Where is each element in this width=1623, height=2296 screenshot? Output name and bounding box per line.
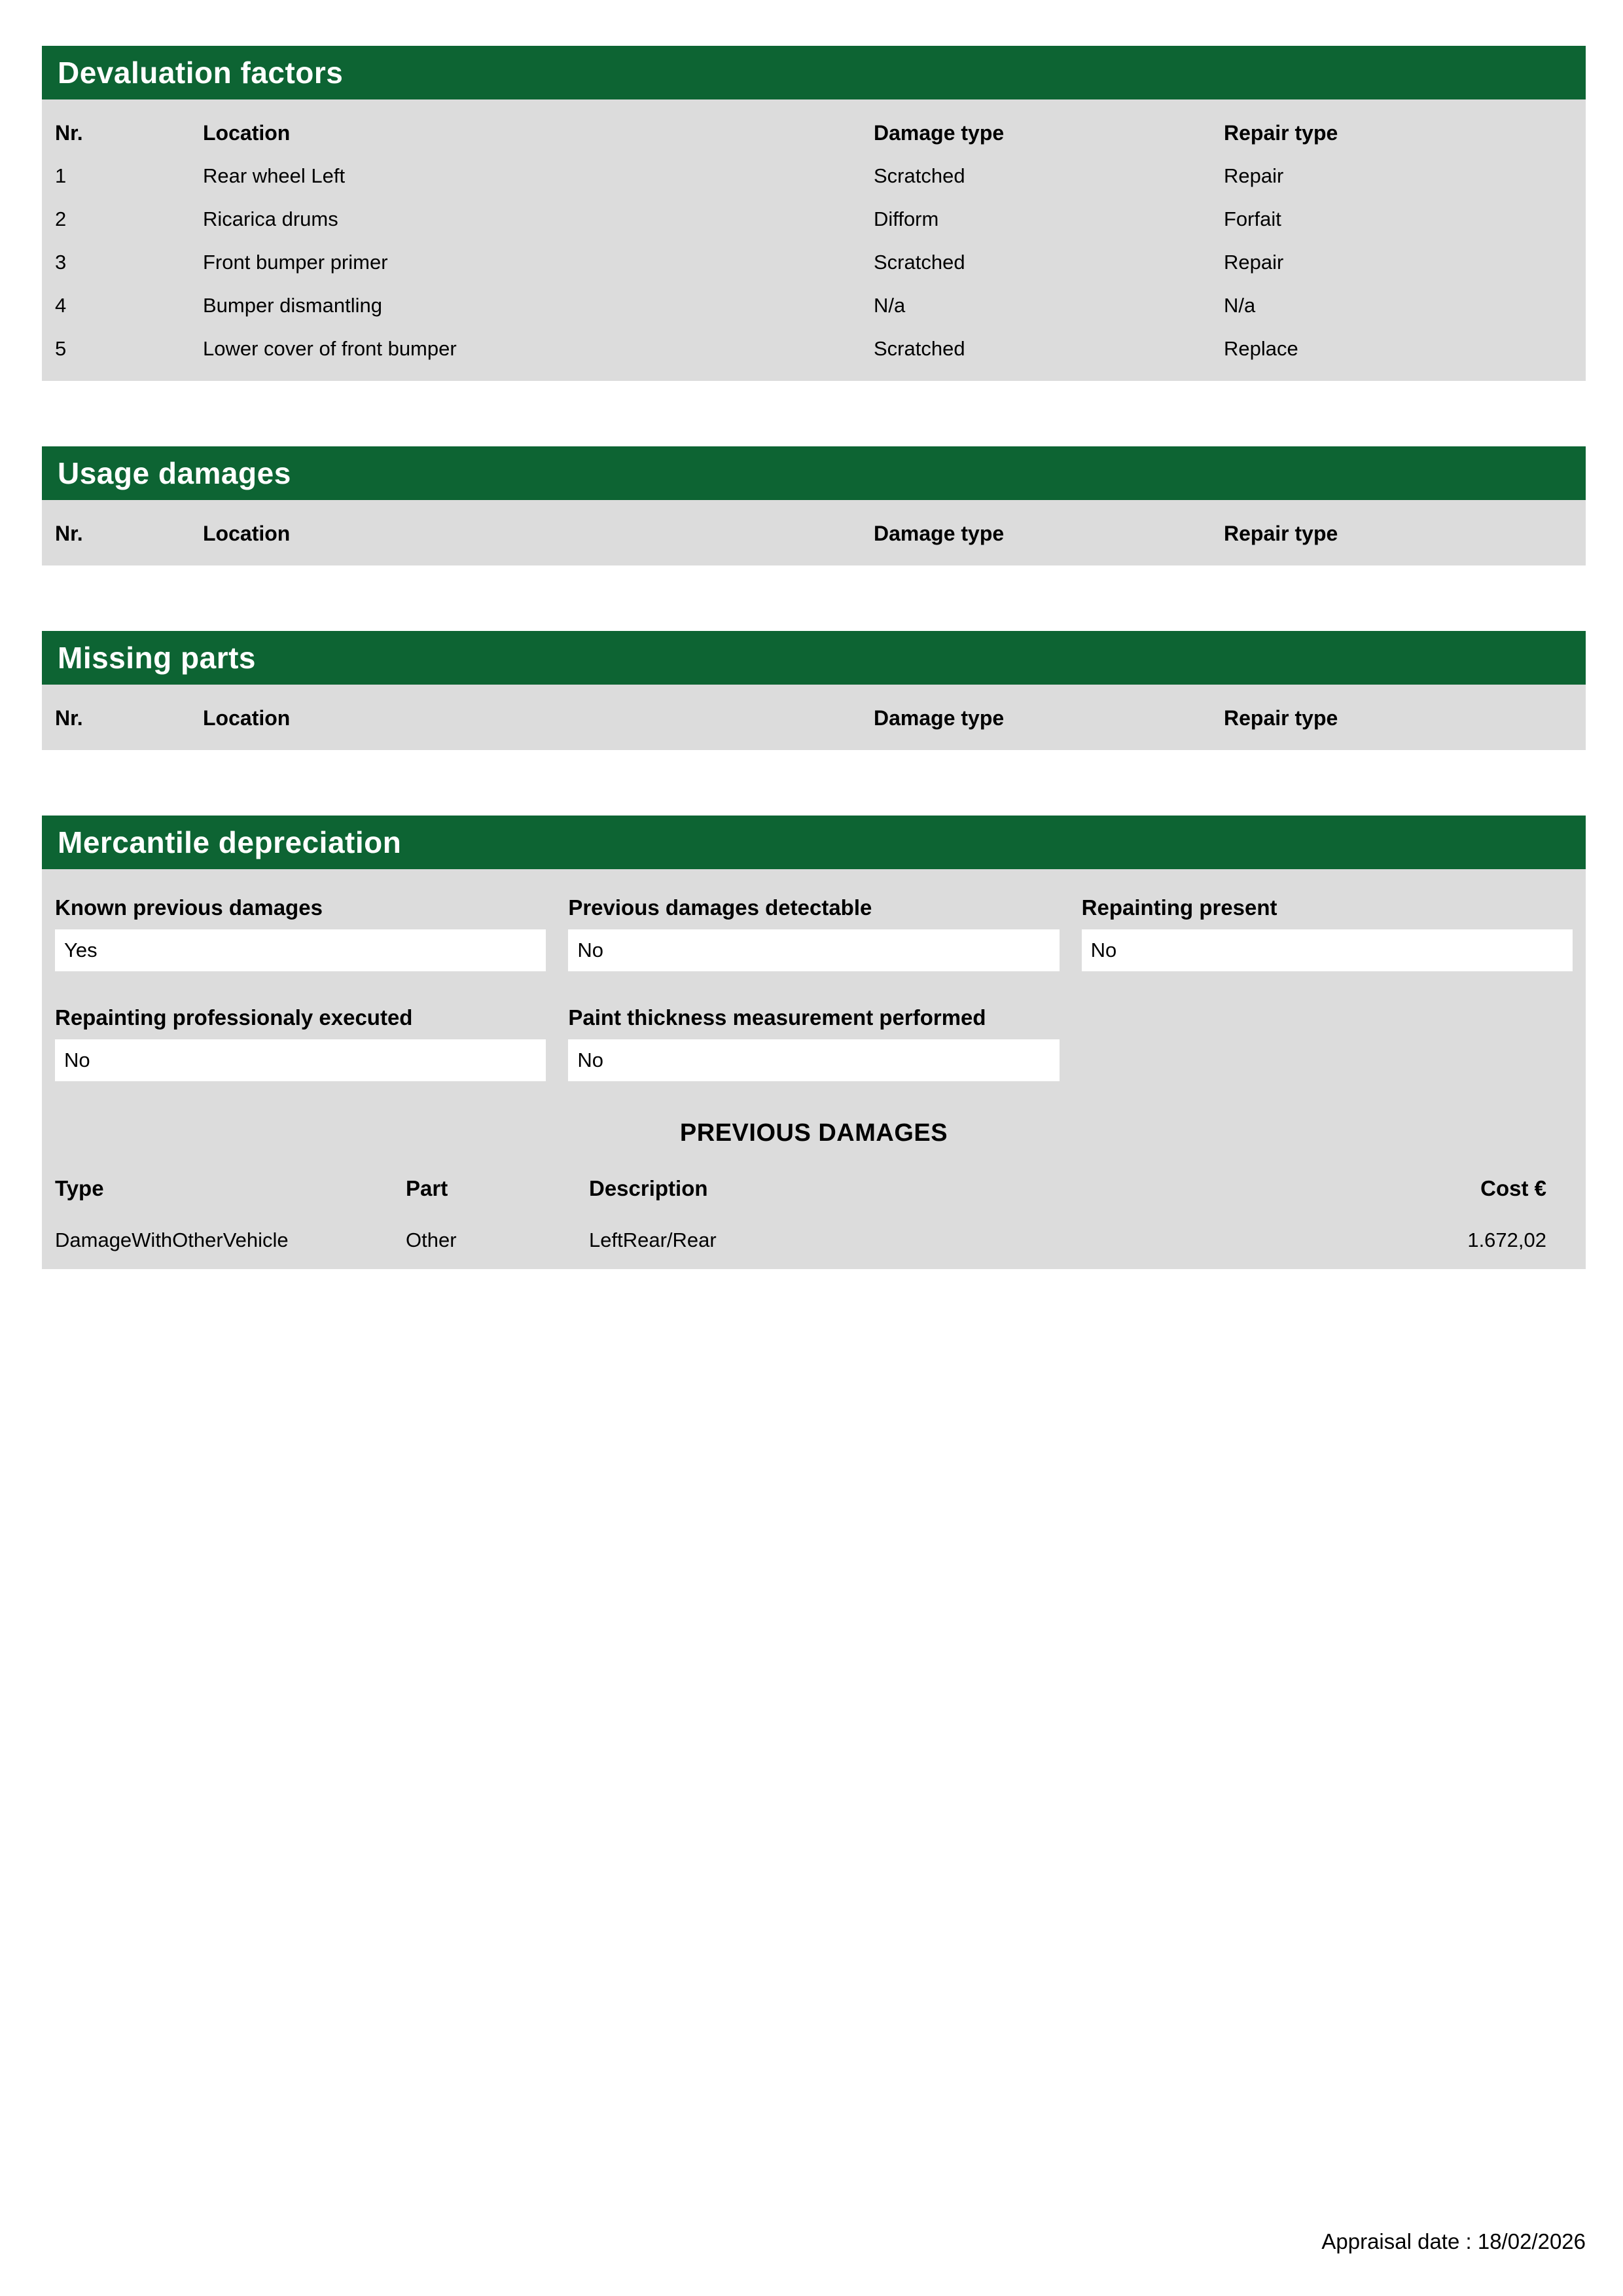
field-value: No — [577, 1049, 603, 1071]
col-header-part: Part — [406, 1176, 448, 1200]
cell-location: Bumper dismantling — [203, 294, 382, 317]
previous-damages-detectable-value-box[interactable] — [568, 929, 1059, 971]
cell-location: Front bumper primer — [203, 251, 388, 274]
section-title: Mercantile depreciation — [58, 825, 402, 859]
cell-damage-type: Scratched — [874, 164, 965, 187]
mercantile-fields-row-2 — [55, 1005, 1573, 1081]
col-header-location: Location — [203, 521, 291, 545]
col-header-cost: Cost € — [1480, 1176, 1546, 1200]
field-value: No — [64, 1049, 90, 1071]
field-label: Previous damages detectable — [568, 895, 872, 920]
cell-repair-type: Repair — [1224, 164, 1284, 187]
previous-damages-heading: PREVIOUS DAMAGES — [679, 1119, 948, 1147]
table-row — [55, 154, 1573, 198]
report-content — [42, 0, 1586, 1269]
table-row — [55, 241, 1573, 284]
cell-repair-type: Replace — [1224, 337, 1298, 360]
field-repainting-present — [1082, 895, 1573, 971]
col-header-nr: Nr. — [55, 120, 83, 145]
section-header-missing — [42, 631, 1586, 685]
section-usage-damages — [42, 446, 1586, 565]
cell-repair-type: N/a — [1224, 294, 1256, 317]
field-value: No — [1090, 939, 1117, 961]
col-header-damage-type: Damage type — [874, 120, 1005, 145]
cell-nr: 4 — [55, 294, 67, 317]
section-title: Missing parts — [58, 641, 257, 675]
cell-location: Rear wheel Left — [203, 164, 346, 187]
appraisal-date-footer: Appraisal date : 18/02/2026 — [1321, 2229, 1586, 2253]
cell-nr: 5 — [55, 337, 67, 360]
section-devaluation-factors — [42, 46, 1586, 381]
field-known-previous-damages — [55, 895, 546, 971]
repainting-professionaly-executed-value-box[interactable] — [55, 1039, 546, 1081]
col-header-repair-type: Repair type — [1224, 706, 1338, 730]
col-header-repair-type: Repair type — [1224, 120, 1338, 145]
mercantile-body — [42, 869, 1586, 1269]
field-previous-damages-detectable — [568, 895, 1059, 971]
cell-repair-type: Forfait — [1224, 207, 1281, 230]
col-header-nr: Nr. — [55, 706, 83, 730]
table-row — [55, 327, 1573, 370]
mercantile-fields-row-1 — [55, 895, 1573, 971]
previous-damages-row — [55, 1229, 1573, 1252]
field-label: Repainting present — [1081, 895, 1277, 920]
table-row — [55, 198, 1573, 241]
field-empty-spacer — [1082, 1005, 1573, 1081]
cell-damage-type: N/a — [874, 294, 906, 317]
field-value: Yes — [64, 939, 98, 961]
cell-part: Other — [406, 1229, 457, 1251]
col-header-damage-type: Damage type — [874, 521, 1005, 545]
table-header-row — [55, 111, 1573, 154]
cell-nr: 1 — [55, 164, 67, 187]
cell-location: Ricarica drums — [203, 207, 338, 230]
col-header-nr: Nr. — [55, 521, 83, 545]
known-previous-damages-value-box[interactable] — [55, 929, 546, 971]
section-header-usage — [42, 446, 1586, 500]
cell-damage-type: Scratched — [874, 337, 965, 360]
field-label: Repainting professionaly executed — [55, 1005, 413, 1030]
col-header-location: Location — [203, 706, 291, 730]
section-title: Devaluation factors — [58, 56, 344, 90]
cell-nr: 2 — [55, 207, 67, 230]
field-paint-thickness-measurement-performed — [568, 1005, 1059, 1081]
section-header-devaluation — [42, 46, 1586, 99]
cell-damage-type: Scratched — [874, 251, 965, 274]
col-header-description: Description — [589, 1176, 708, 1200]
field-label: Known previous damages — [55, 895, 323, 920]
table-header-row — [55, 512, 1573, 555]
section-header-mercantile — [42, 816, 1586, 869]
section-title: Usage damages — [58, 456, 291, 490]
field-repainting-professionaly-executed — [55, 1005, 546, 1081]
section-mercantile-depreciation — [42, 816, 1586, 1269]
cell-description: LeftRear/Rear — [589, 1229, 717, 1251]
field-value: No — [577, 939, 603, 961]
missing-table — [42, 685, 1586, 750]
repainting-present-value-box[interactable] — [1082, 929, 1573, 971]
cell-cost: 1.672,02 — [1467, 1229, 1546, 1251]
cell-type: DamageWithOtherVehicle — [55, 1229, 289, 1251]
col-header-type: Type — [55, 1176, 104, 1200]
col-header-repair-type: Repair type — [1224, 521, 1338, 545]
cell-damage-type: Difform — [874, 207, 939, 230]
section-missing-parts — [42, 631, 1586, 750]
usage-table — [42, 500, 1586, 565]
cell-nr: 3 — [55, 251, 67, 274]
cell-repair-type: Repair — [1224, 251, 1284, 274]
table-row — [55, 284, 1573, 327]
table-header-row — [55, 696, 1573, 740]
col-header-damage-type: Damage type — [874, 706, 1005, 730]
devaluation-table — [42, 99, 1586, 381]
previous-damages-header-row — [55, 1176, 1573, 1201]
field-label: Paint thickness measurement performed — [568, 1005, 986, 1030]
col-header-location: Location — [203, 120, 291, 145]
cell-location: Lower cover of front bumper — [203, 337, 457, 360]
paint-thickness-measurement-value-box[interactable] — [568, 1039, 1059, 1081]
